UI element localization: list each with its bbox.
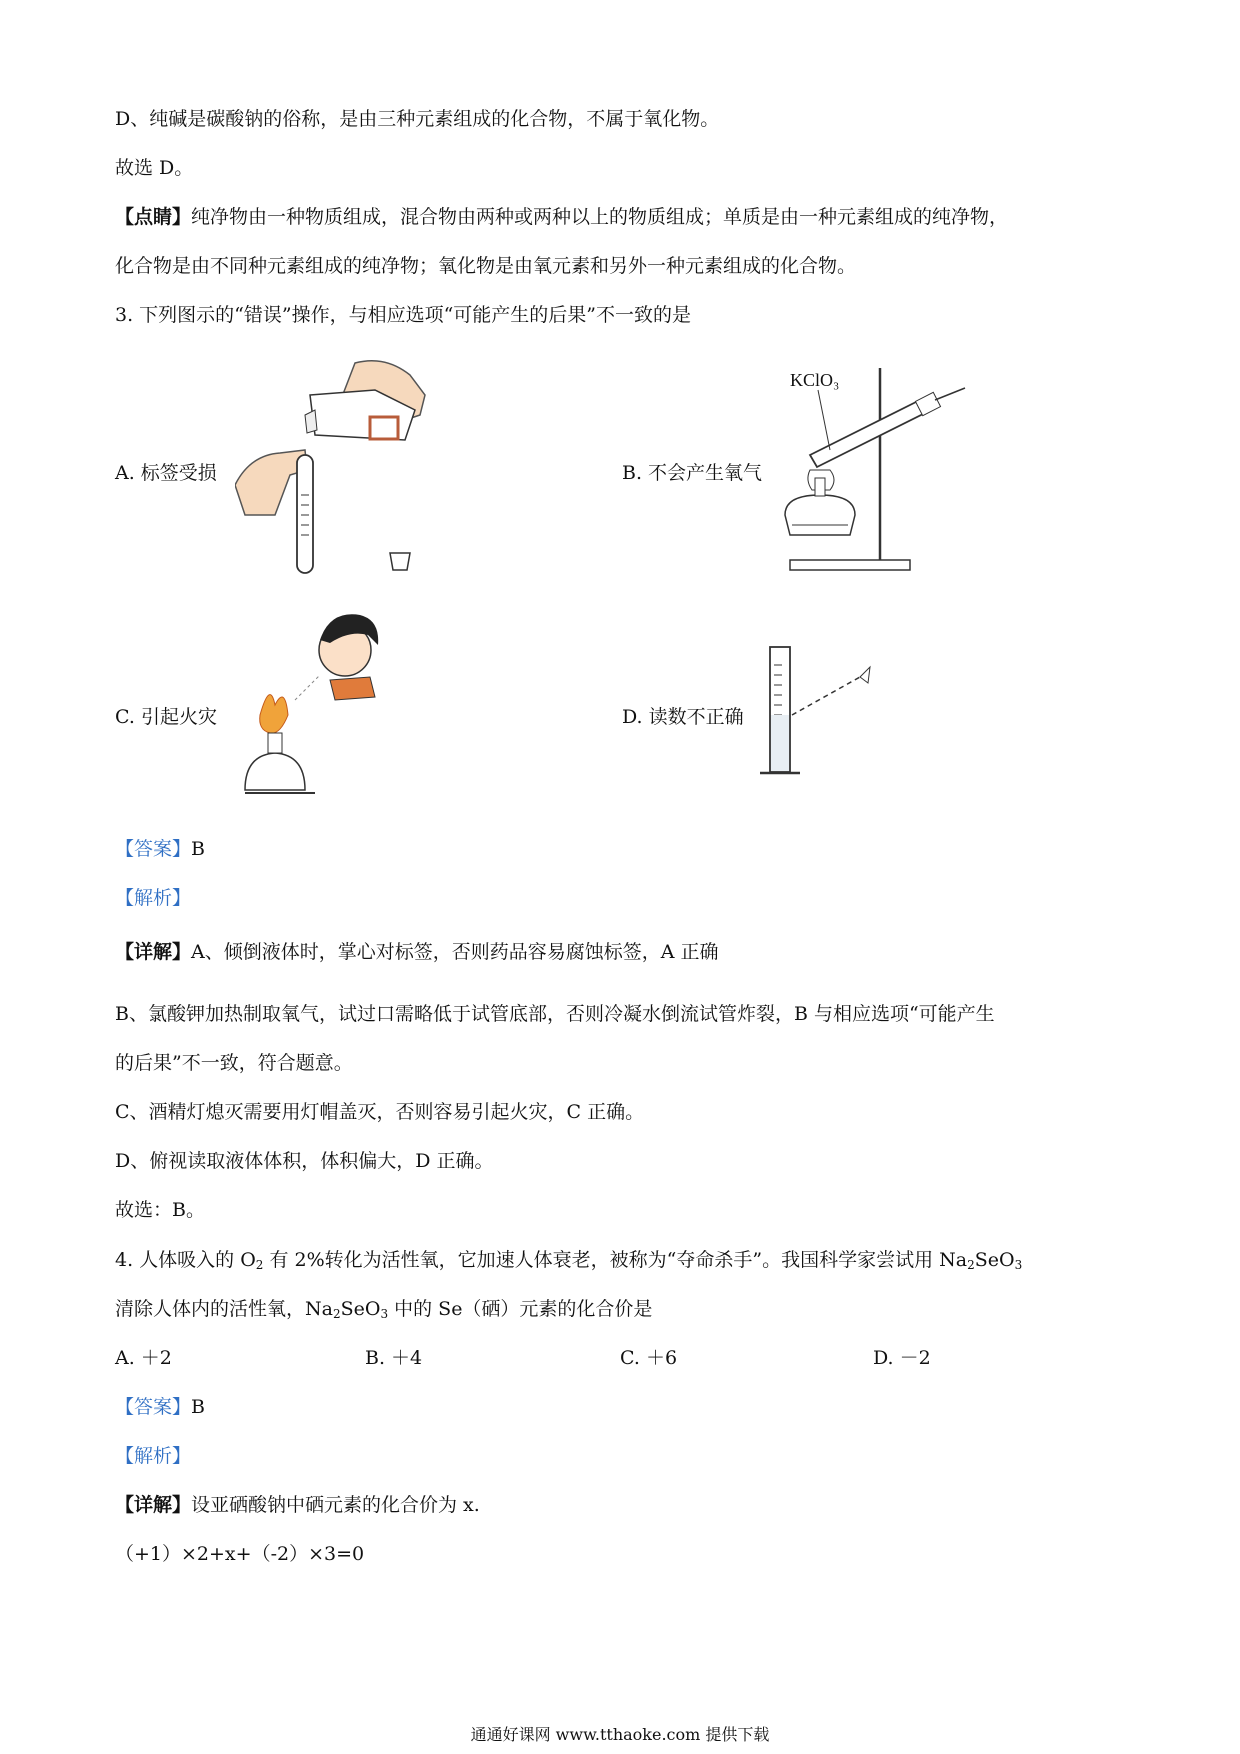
q4-text: SeO — [340, 1298, 381, 1320]
text-line: 故选 D。 — [115, 157, 194, 179]
detail-line — [115, 937, 719, 964]
final-answer: 故选：B。 — [115, 1199, 205, 1221]
detail-d: D、俯视读取液体体积，体积偏大，D 正确。 — [115, 1150, 494, 1172]
detail-b2: 的后果”不一致，符合题意。 — [115, 1052, 353, 1074]
q4-text: 清除人体内的活性氧，Na — [115, 1298, 333, 1320]
q4-sub: 2 — [332, 1307, 341, 1321]
option-a: A. 标签受损 — [115, 462, 217, 484]
text-line: 化合物是由不同种元素组成的纯净物；氧化物是由氧元素和另外一种元素组成的化合物。 — [115, 255, 857, 277]
detail-b1: B、氯酸钾加热制取氧气，试过口需略低于试管底部，否则冷凝水倒流试管炸裂，B 与相应选项“可能产生 — [115, 1003, 995, 1025]
q4-text: 中的 Se（硒）元素的化合价是 — [388, 1298, 653, 1320]
question-3: 3. 下列图示的“错误”操作，与相应选项“可能产生的后果”不一致的是 — [115, 304, 692, 326]
analysis-tag: 【解析】 — [115, 887, 192, 909]
q4-text: 有 2%转化为活性氧，它加速人体衰老，被称为“夺命杀手”。我国科学家尝试用 Na — [263, 1249, 968, 1271]
detail-c: C、酒精灯熄灭需要用灯帽盖灭，否则容易引起火灾，C 正确。 — [115, 1101, 645, 1123]
q4-option-c: C. ＋6 — [620, 1347, 678, 1369]
detail-text: 设亚硒酸钠中硒元素的化合价为 x. — [191, 1494, 480, 1516]
question-4-line1 — [115, 1245, 1022, 1272]
kclo3-label: KClO₃ — [790, 370, 840, 390]
answer-value: B — [191, 838, 205, 860]
option-d: D. 读数不正确 — [622, 706, 744, 728]
answer-tag: 【答案】 — [115, 838, 192, 860]
option-b: B. 不会产生氧气 — [622, 462, 763, 484]
equation: （+1）×2+x+（-2）×3=0 — [115, 1543, 365, 1565]
figure-graduated-cylinder — [760, 645, 900, 780]
answer-value: B — [191, 1396, 205, 1418]
q4-option-d: D. －2 — [873, 1347, 931, 1369]
analysis-tag: 【解析】 — [115, 1445, 192, 1467]
q4-detail-line — [115, 1490, 480, 1517]
q4-text: 4. 人体吸入的 O — [115, 1249, 256, 1271]
q4-option-a: A. ＋2 — [115, 1347, 172, 1369]
answer-line — [115, 834, 205, 861]
q4-answer-line — [115, 1392, 205, 1419]
text-line: D、纯碱是碳酸钠的俗称，是由三种元素组成的化合物，不属于氧化物。 — [115, 108, 720, 130]
detail-tag: 【详解】 — [115, 941, 192, 963]
q4-sub: 3 — [380, 1307, 389, 1321]
q4-sub: 2 — [967, 1258, 975, 1272]
question-4-line2 — [115, 1294, 652, 1321]
q4-text: SeO — [974, 1249, 1015, 1271]
q4-sub: 3 — [1014, 1258, 1023, 1272]
option-c: C. 引起火灾 — [115, 706, 217, 728]
q4-option-b: B. ＋4 — [365, 1347, 423, 1369]
footer: 通通好课网 www.tthaoke.com 提供下载 — [470, 1725, 770, 1744]
figure-blowing-lamp — [240, 605, 390, 820]
tip-tag: 【点睛】 — [115, 206, 192, 228]
answer-tag: 【答案】 — [115, 1396, 192, 1418]
detail-text: A、倾倒液体时，掌心对标签，否则药品容易腐蚀标签，A 正确 — [191, 941, 719, 963]
tip-text: 纯净物由一种物质组成，混合物由两种或两种以上的物质组成；单质是由一种元素组成的纯净物， — [191, 206, 1009, 228]
q4-sub: 2 — [255, 1258, 264, 1272]
detail-tag: 【详解】 — [115, 1494, 192, 1516]
text-line — [115, 202, 1008, 229]
figure-pouring-liquid — [235, 355, 435, 590]
figure-heating-kclo3 — [770, 360, 970, 575]
